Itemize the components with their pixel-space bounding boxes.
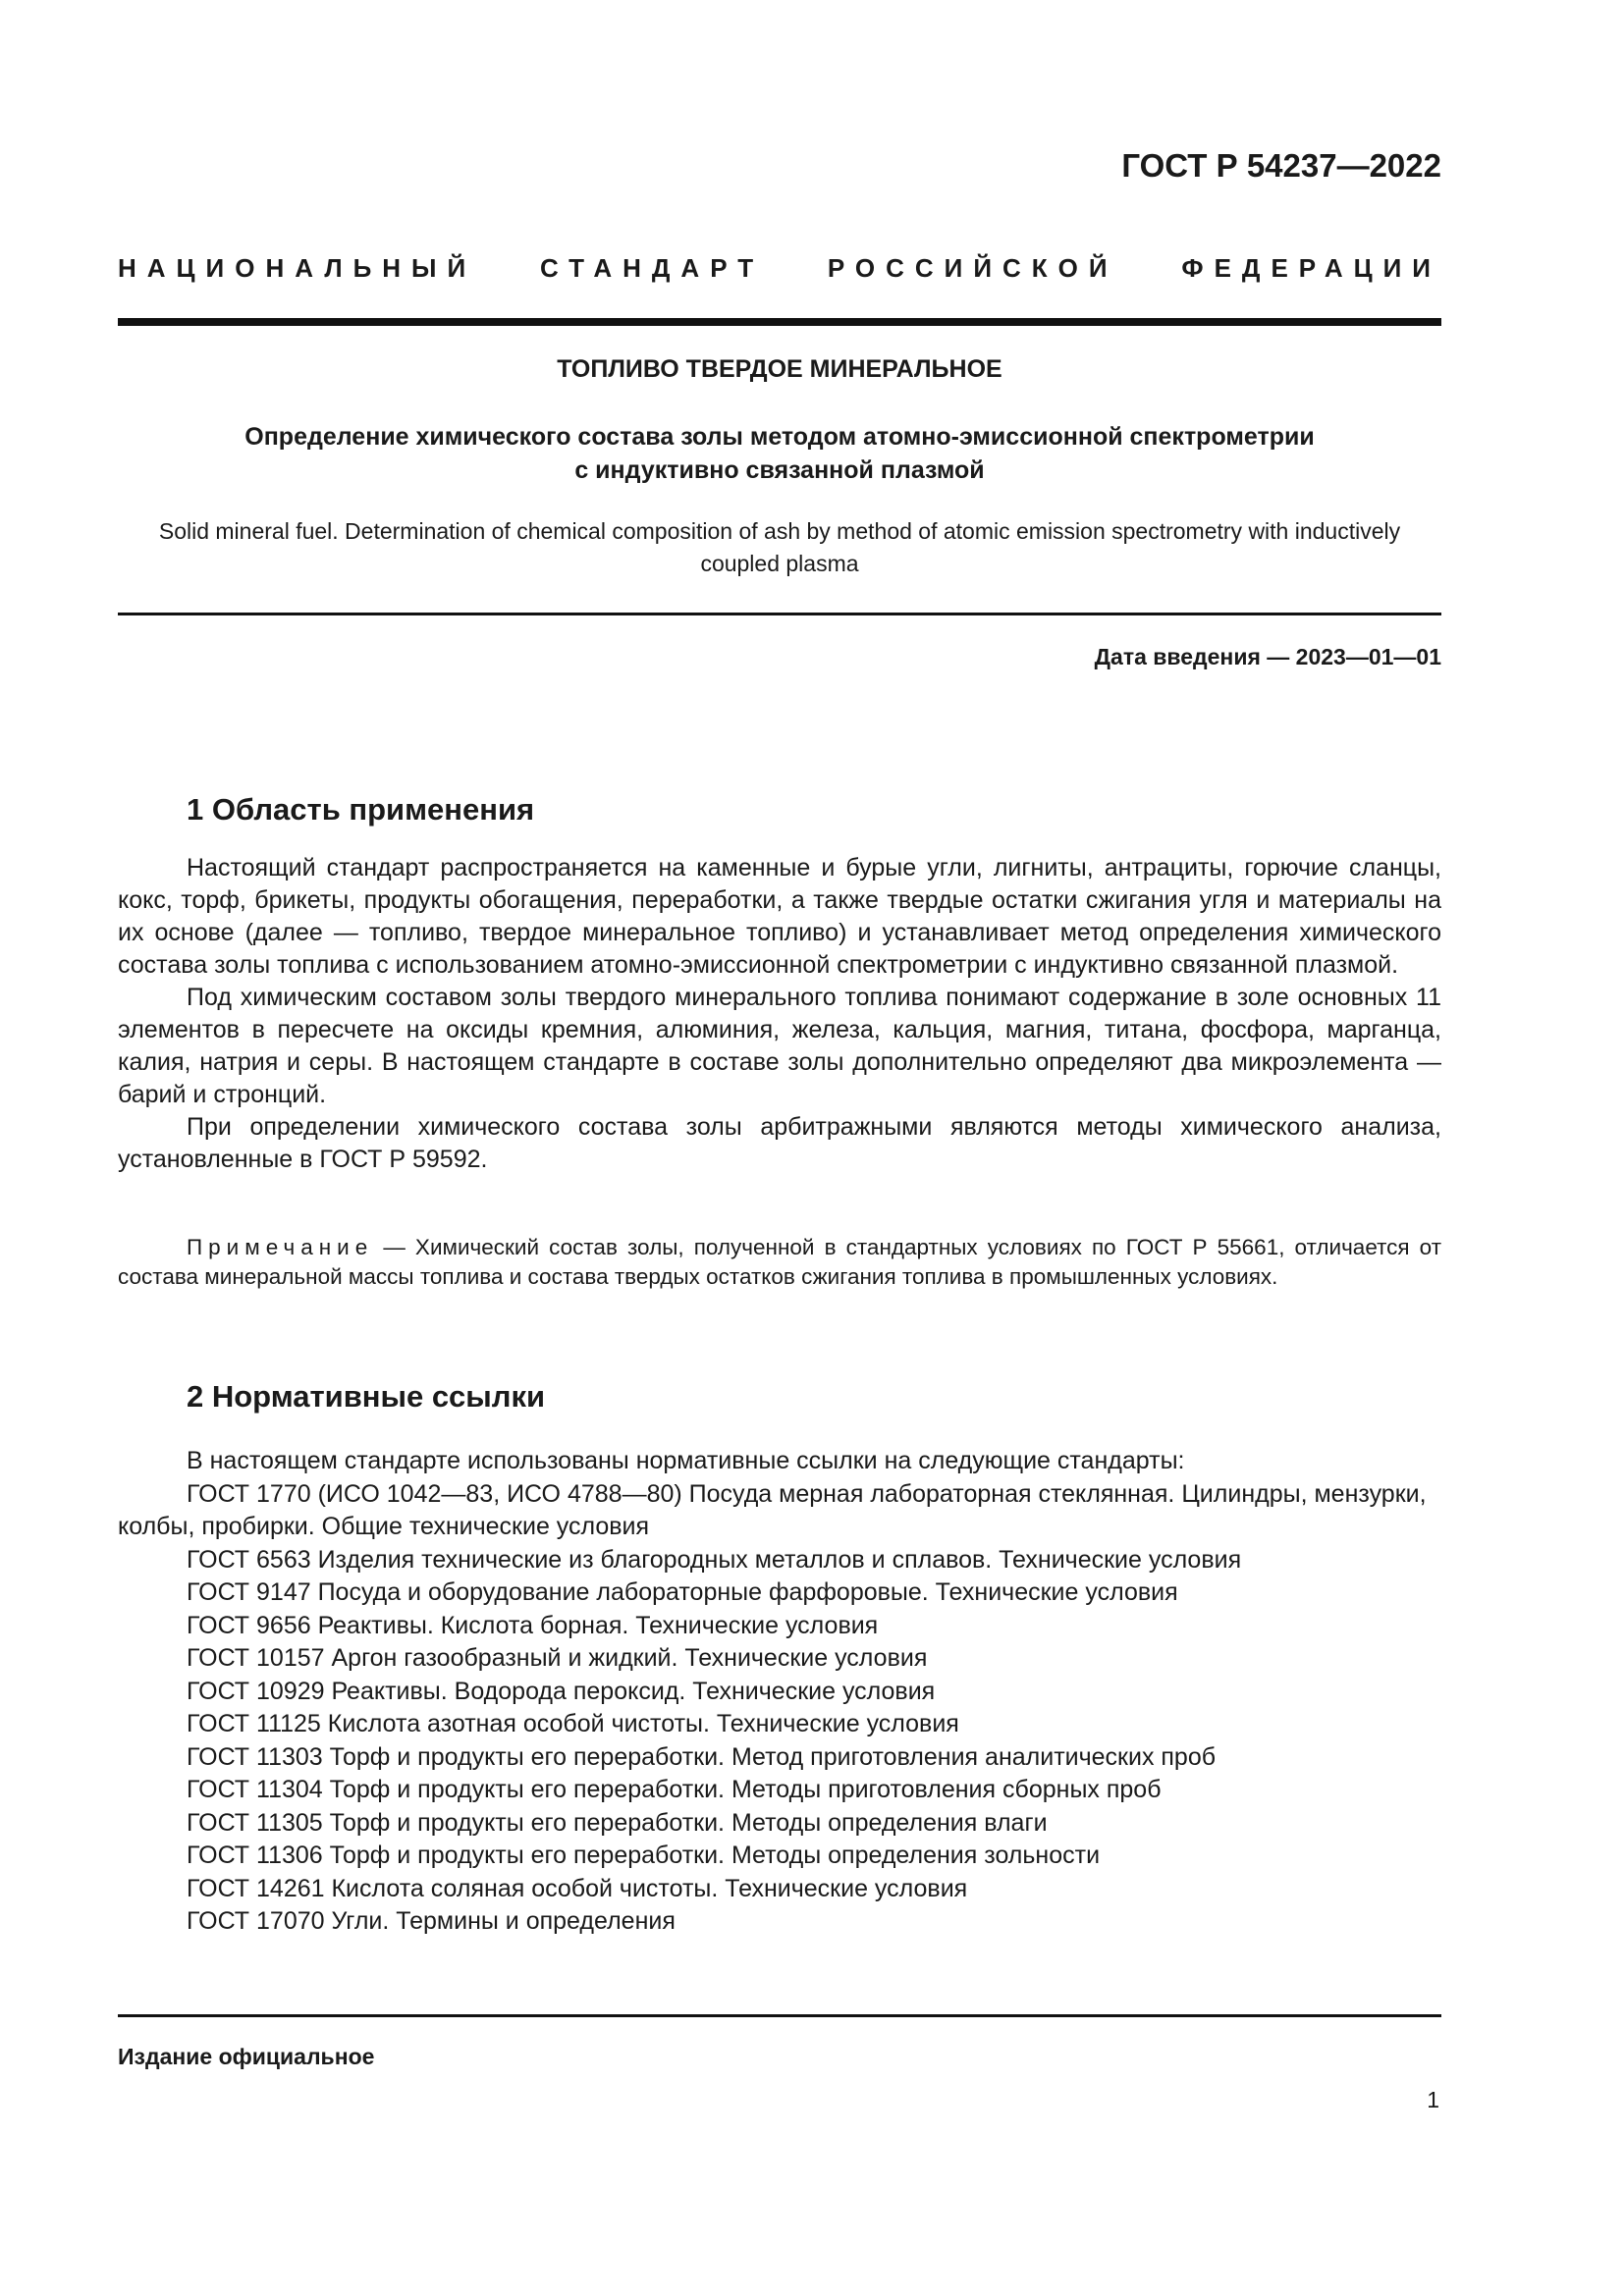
introduction-date: Дата введения — 2023—01—01: [1094, 644, 1441, 669]
reference-item: ГОСТ 11306 Торф и продукты его переработки. Методы определения зольности: [187, 1842, 1101, 1869]
document-number: ГОСТ Р 54237—2022: [1121, 147, 1441, 184]
reference-item: ГОСТ 11125 Кислота азотная особой чистоты. Технические условия: [187, 1710, 959, 1737]
paragraph: Настоящий стандарт распространяется на каменные и бурые угли, лигниты, антрациты, горючие сланцы, кокс, торф, брикеты, продукты обогащения, переработки, а также твердые остатки сжигания угля и материалы на их основе (далее — топливо, твердое минеральное топливо) и устанавливает метод определения химического состава золы топлива с использованием атомно-эмиссионной спектрометрии с индуктивно связанной плазмой.: [118, 854, 1441, 979]
national-standard-heading: НАЦИОНАЛЬНЫЙ СТАНДАРТ РОССИЙСКОЙ ФЕДЕРАЦИИ: [118, 253, 1441, 283]
document-title: ТОПЛИВО ТВЕРДОЕ МИНЕРАЛЬНОЕ: [557, 355, 1002, 383]
document-subtitle: [157, 420, 1402, 487]
subtitle-line-1: Определение химического состава золы методом атомно-эмиссионной спектрометрии: [244, 423, 1315, 451]
reference-item: ГОСТ 10929 Реактивы. Водорода пероксид. Технические условия: [187, 1677, 936, 1705]
paragraph: При определении химического состава золы арбитражными являются методы химического анализа, установленные в ГОСТ Р 59592.: [118, 1113, 1441, 1173]
subtitle-line-2: с индуктивно связанной плазмой: [574, 456, 985, 484]
page-number: 1: [1427, 2087, 1439, 2112]
official-edition-label: Издание официальное: [118, 2044, 375, 2069]
section-1-body: [118, 852, 1441, 1176]
note-text: — Химический состав золы, полученной в стандартных условиях по ГОСТ Р 55661, отличается от состава минеральной массы топлива и состава твердых остатков сжигания топлива в промышленных условиях.: [118, 1235, 1441, 1289]
references-intro: В настоящем стандарте использованы нормативные ссылки на следующие стандарты:: [187, 1447, 1185, 1474]
header-divider: [118, 318, 1441, 326]
reference-item: ГОСТ 11305 Торф и продукты его переработки. Методы определения влаги: [187, 1808, 1048, 1837]
reference-item: ГОСТ 10157 Аргон газообразный и жидкий. Технические условия: [187, 1644, 928, 1672]
section-2-heading: 2 Нормативные ссылки: [187, 1379, 546, 1414]
title-divider: [118, 613, 1441, 615]
reference-item: ГОСТ 6563 Изделия технические из благородных металлов и сплавов. Технические условия: [187, 1545, 1242, 1574]
reference-item: ГОСТ 9147 Посуда и оборудование лабораторные фарфоровые. Технические условия: [187, 1578, 1178, 1606]
reference-item: ГОСТ 1770 (ИСО 1042—83, ИСО 4788—80) Посуда мерная лабораторная стеклянная. Цилиндры, мензурки, колбы, пробирки. Общие технические условия: [118, 1479, 1427, 1540]
reference-item: ГОСТ 11303 Торф и продукты его переработки. Метод приготовления аналитических проб: [187, 1742, 1217, 1771]
normative-references: [118, 1445, 1441, 1939]
english-title: Solid mineral fuel. Determination of chemical composition of ash by method of atomic emission spectrometry with inductively coupled plasma: [158, 518, 1401, 576]
paragraph: Под химическим составом золы твердого минерального топлива понимают содержание в золе основных 11 элементов в пересчете на оксиды кремния, алюминия, железа, кальция, магния, титана, фосфора, марганца, калия, натрия и серы. В настоящем стандарте в составе золы дополнительно определяют два микроэлемента — барий и стронций.: [118, 984, 1441, 1108]
reference-item: ГОСТ 11304 Торф и продукты его переработки. Методы приготовления сборных проб: [187, 1776, 1162, 1803]
footer-divider: [118, 2014, 1441, 2017]
reference-item: ГОСТ 9656 Реактивы. Кислота борная. Технические условия: [187, 1611, 879, 1639]
note: [118, 1233, 1441, 1292]
reference-item: ГОСТ 14261 Кислота соляная особой чистоты. Технические условия: [187, 1874, 968, 1902]
reference-item: ГОСТ 17070 Угли. Термины и определения: [187, 1907, 676, 1935]
note-label: Примечание: [187, 1235, 374, 1259]
section-1-heading: 1 Область применения: [187, 792, 535, 827]
